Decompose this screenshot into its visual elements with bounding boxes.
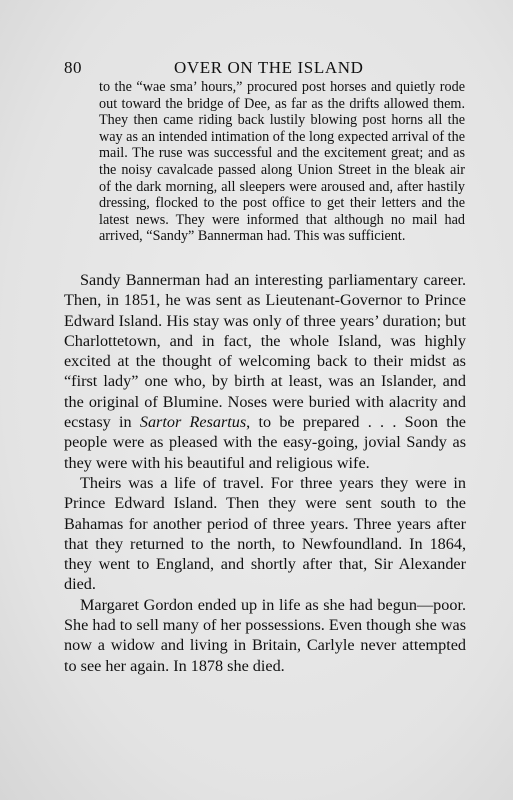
paragraph-1 — [64, 270, 466, 473]
running-head: OVER ON THE ISLAND — [174, 58, 364, 77]
paragraph-1-before: Sandy Bannerman had an interesting parliamentary career. Then, in 1851, he was sent as Lieutenant-Governor to Prince Edward Island. His stay was only of three years’ duration; but Charlottetown, and in fact, the whole Island, was highly excited at the thought of welcoming back to their midst as “first lady” one who, by birth at least, was an Islander, and the original of Blumine. Noses were buried with alacrity and ecstasy in — [64, 271, 466, 432]
paragraph-2: Theirs was a life of travel. For three years they were in Prince Edward Island. Then they were sent south to the Bahamas for another period of three years. Three years after that they returned to the north, to Newfoundland. In 1864, they went to England, and shortly after that, Sir Alexander died. — [64, 473, 466, 594]
block-quote — [99, 79, 465, 245]
page-number: 80 — [64, 58, 82, 77]
paragraph-1-after: , to be prepared . . . Soon the people were as pleased with the easy-going, jovial Sandy as they were with his beautiful and religious wife. — [64, 413, 466, 472]
book-title: Sartor Resartus — [139, 413, 247, 432]
body-text — [64, 270, 466, 676]
block-quote-text: to the “wae sma’ hours,” procured post horses and quietly rode out toward the bridge of Dee, as far as the drifts allowed them. They then came riding back lustily blowing post horns all the way as an intended intimation of the long expected arrival of the mail. The ruse was successful and the excitement great; and as the noisy cavalcade passed along Union Street in the bleak air of the dark morning, all sleepers were aroused and, after hastily dressing, flocked to the post office to get their letters and the latest news. They were informed that although no mail had arrived, “Sandy” Bannerman had. This was sufficient. — [99, 79, 465, 245]
paragraph-3: Margaret Gordon ended up in life as she had begun—poor. She had to sell many of her possessions. Even though she was now a widow and living in Britain, Carlyle never attempted to see her again. In 1878 she died. — [64, 595, 466, 675]
